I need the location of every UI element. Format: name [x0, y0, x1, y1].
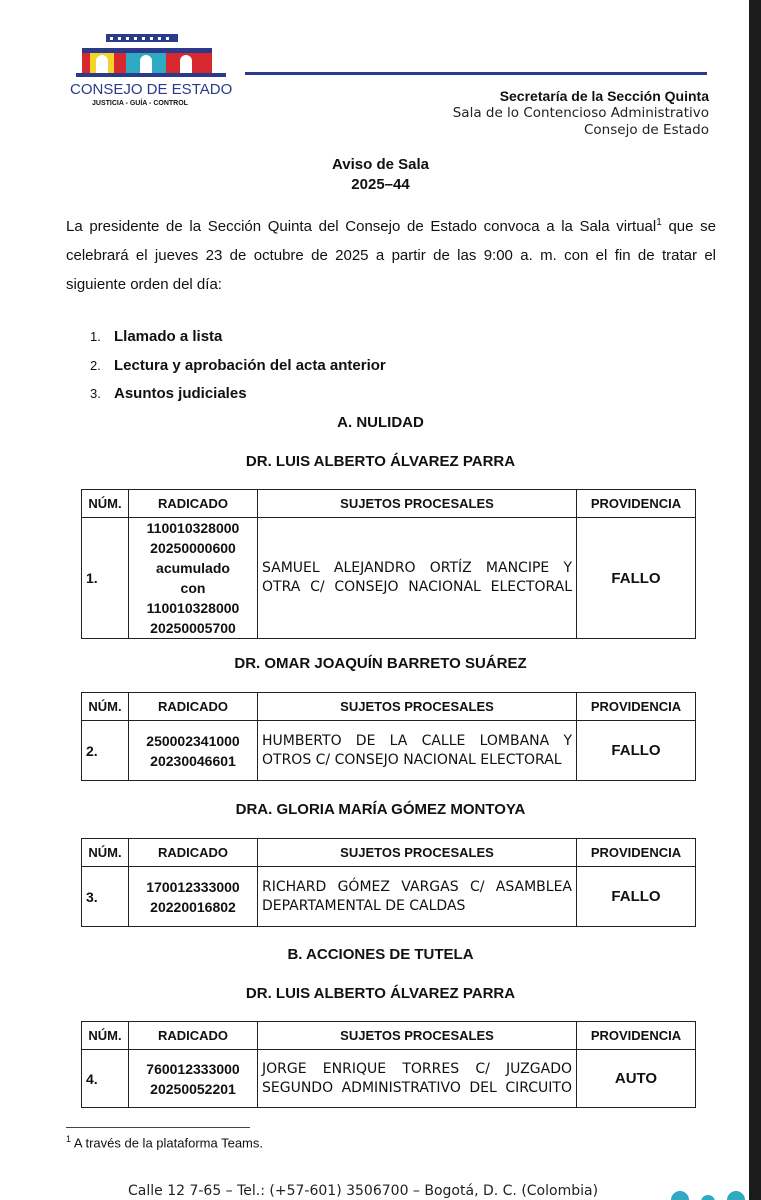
header-rule — [245, 72, 707, 75]
footnote-ref[interactable]: 1 — [656, 217, 662, 228]
case-radicado: 250002341000 20230046601 — [129, 721, 258, 781]
footnote: $^1$ A través de la plataforma Teams. — [66, 1134, 263, 1151]
case-num: 2. — [82, 721, 129, 781]
logo-tagline: JUSTICIA - GUÍA - CONTROL — [92, 100, 188, 107]
case-table — [81, 489, 696, 639]
magistrate-heading: DRA. GLORIA MARÍA GÓMEZ MONTOYA — [235, 801, 526, 818]
table-row — [82, 721, 696, 781]
intro-text-1: La presidente de la Sección Quinta del Consejo de Estado convoca a la Sala virtual — [66, 218, 657, 235]
magistrate-heading: DR. LUIS ALBERTO ÁLVAREZ PARRA — [245, 985, 516, 1002]
magistrate-heading: DR. LUIS ALBERTO ÁLVAREZ PARRA — [245, 453, 516, 470]
section-a-heading: A. NULIDAD — [337, 414, 424, 431]
case-providencia: FALLO — [577, 518, 696, 639]
header-office — [453, 88, 709, 139]
col-num: NÚM. — [82, 490, 129, 518]
case-sujetos: HUMBERTO DE LA CALLE LOMBANA Y OTROS C/ CONSEJO NACIONAL ELECTORAL — [258, 721, 577, 781]
case-num: 4. — [82, 1050, 129, 1108]
case-providencia: FALLO — [577, 721, 696, 781]
case-sujetos: RICHARD GÓMEZ VARGAS C/ ASAMBLEA DEPARTAMENTAL DE CALDAS — [258, 867, 577, 927]
footnote-rule — [66, 1127, 250, 1128]
section-b-heading: B. ACCIONES DE TUTELA — [287, 946, 474, 963]
magistrate-heading: DR. OMAR JOAQUÍN BARRETO SUÁREZ — [234, 655, 527, 672]
intro-paragraph — [66, 208, 716, 299]
table-row — [82, 518, 696, 639]
agenda-item: 2. Lectura y aprobación del acta anterior — [90, 357, 386, 374]
agenda-item: 3. Asuntos judiciales — [90, 385, 247, 402]
agenda-item: 1. Llamado a lista — [90, 328, 223, 345]
table-row — [82, 1050, 696, 1108]
table-row — [82, 867, 696, 927]
sala-label: Sala de lo Contencioso Administrativo — [452, 105, 709, 121]
intro-text-2: que se celebrará el jueves 23 de octubre de 2025 a partir de las 9:00 a. m. con el fin de tratar el siguiente orden del día: — [66, 218, 716, 293]
notice-title: Aviso de Sala — [332, 156, 429, 173]
consejo-de-estado-logo — [66, 28, 236, 110]
case-num: 3. — [82, 867, 129, 927]
col-providencia: PROVIDENCIA — [577, 490, 696, 518]
case-sujetos: JORGE ENRIQUE TORRES C/ JUZGADO SEGUNDO ADMINISTRATIVO DEL CIRCUITO — [258, 1050, 577, 1108]
case-radicado: 760012333000 20250052201 — [129, 1050, 258, 1108]
case-providencia: AUTO — [577, 1050, 696, 1108]
share-icon[interactable] — [668, 1190, 748, 1200]
case-sujetos: SAMUEL ALEJANDRO ORTÍZ MANCIPE Y OTRA C/ CONSEJO NACIONAL ELECTORAL — [258, 518, 577, 639]
consejo-label: Consejo de Estado — [583, 122, 709, 138]
case-radicado: 170012333000 20220016802 — [129, 867, 258, 927]
case-table: NÚM. RADICADO SUJETOS PROCESALES PROVIDENCIA 3. 170012333000 20220016802 RICHARD GÓMEZ VARGAS C/ ASAMBLEA DEPARTAMENTAL DE CALDAS FALLO — [81, 838, 696, 927]
logo-name: CONSEJO DE ESTADO — [70, 81, 233, 98]
footer-address: Calle 12 7-65 – Tel.: (+57-601) 3506700 – Bogotá, D. C. (Colombia) — [128, 1183, 599, 1199]
secretaria-label: Secretaría de la Sección Quinta — [499, 88, 709, 104]
case-table: NÚM. RADICADO SUJETOS PROCESALES PROVIDENCIA 2. 250002341000 20230046601 HUMBERTO DE LA CALLE LOMBANA Y OTROS C/ CONSEJO NACIONAL ELECTORAL FALLO — [81, 692, 696, 781]
case-providencia: FALLO — [577, 867, 696, 927]
col-radicado: RADICADO — [129, 490, 258, 518]
case-radicado: 110010328000 20250000600 acumulado con 110010328000 20250005700 — [129, 518, 258, 639]
col-sujetos: SUJETOS PROCESALES — [258, 490, 577, 518]
case-num: 1. — [82, 518, 129, 639]
notice-number: 2025–44 — [351, 176, 410, 193]
case-table: NÚM. RADICADO SUJETOS PROCESALES PROVIDENCIA 4. 760012333000 20250052201 JORGE ENRIQUE TORRES C/ JUZGADO SEGUNDO ADMINISTRATIVO DEL CIRCUITO AUTO — [81, 1021, 696, 1108]
